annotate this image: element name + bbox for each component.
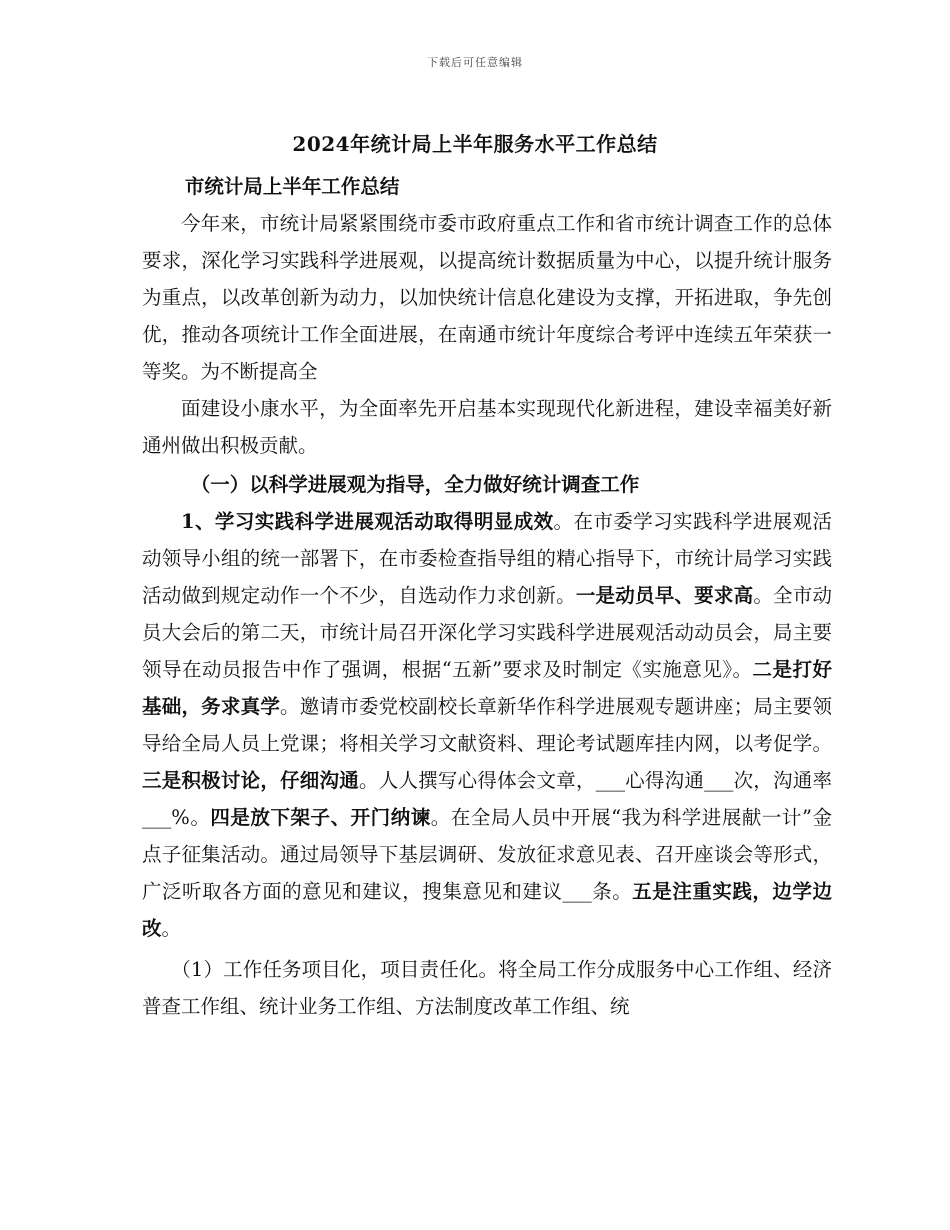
item-lead: 1、学习实践科学进展观活动取得明显成效 xyxy=(181,510,554,533)
header-note: 下载后可任意编辑 xyxy=(427,56,523,69)
document-title: 2024年统计局上半年服务水平工作总结 xyxy=(292,132,658,156)
item-text: 。在市委学习实践科学进展观活动领导小组的统一部署下，在市委检查指导组的精心指导下，市统计局学习实践活动做到规定动作一个不少，自选动作力求创新。 xyxy=(142,510,832,607)
point-2-text: 。邀请市委党校副校长章新华作科学进展观专题讲座；局主要领导给全局人员上党课；将相关学习文献资料、理论考试题库挂内网，以考促学。 xyxy=(142,695,832,755)
point-3: 三是积极讨论，仔细沟通 xyxy=(142,769,359,792)
point-1: 一是动员早、要求高 xyxy=(575,584,754,607)
point-3-text: 。人人撰写心得体会文章，___心得沟通___次，沟通率___%。 xyxy=(142,769,832,829)
point-2: 二是打好基础，务求真学 xyxy=(142,658,832,718)
point-4-text: 。在全局人员中开展“我为科学进展献一计”金点子征集活动。通过局领导下基层调研、发放征求意见表、召开座谈会等形式，广泛听取各方面的意见和建议，搜集意见和建议___条。 xyxy=(142,806,832,903)
point-1-text: 。全市动员大会后的第二天，市统计局召开深化学习实践科学进展观活动动员会，局主要领导在动员报告中作了强调，根据“五新”要求及时制定《实施意见》。 xyxy=(142,584,832,681)
paragraph-item-1 xyxy=(142,503,832,947)
point-5: 五是注重实践，边学边改 xyxy=(142,880,832,940)
document-body xyxy=(142,168,832,1025)
paragraph-sub-item-1: （1）工作任务项目化，项目责任化。将全局工作分成服务中心工作组、经济普查工作组、统计业务工作组、方法制度改革工作组、统 xyxy=(142,958,832,1018)
paragraph-intro: 今年来，市统计局紧紧围绕市委市政府重点工作和省市统计调查工作的总体要求，深化学习实践科学进展观，以提高统计数据质量为中心，以提升统计服务为重点，以改革创新为动力，以加快统计信息化建设为支撑，开拓进取，争先创优，推动各项统计工作全面进展，在南通市统计年度综合考评中连续五年荣获一等奖。为不断提高全 xyxy=(142,212,832,383)
section-heading: （一）以科学进展观为指导，全力做好统计调查工作 xyxy=(190,473,640,496)
subheading: 市统计局上半年工作总结 xyxy=(184,175,400,198)
point-4: 四是放下架子、开门纳谏 xyxy=(210,806,431,829)
paragraph-intro-continued: 面建设小康水平，为全面率先开启基本实现现代化新进程，建设幸福美好新通州做出积极贡献。 xyxy=(142,397,832,457)
point-5-text: 。 xyxy=(161,917,182,940)
